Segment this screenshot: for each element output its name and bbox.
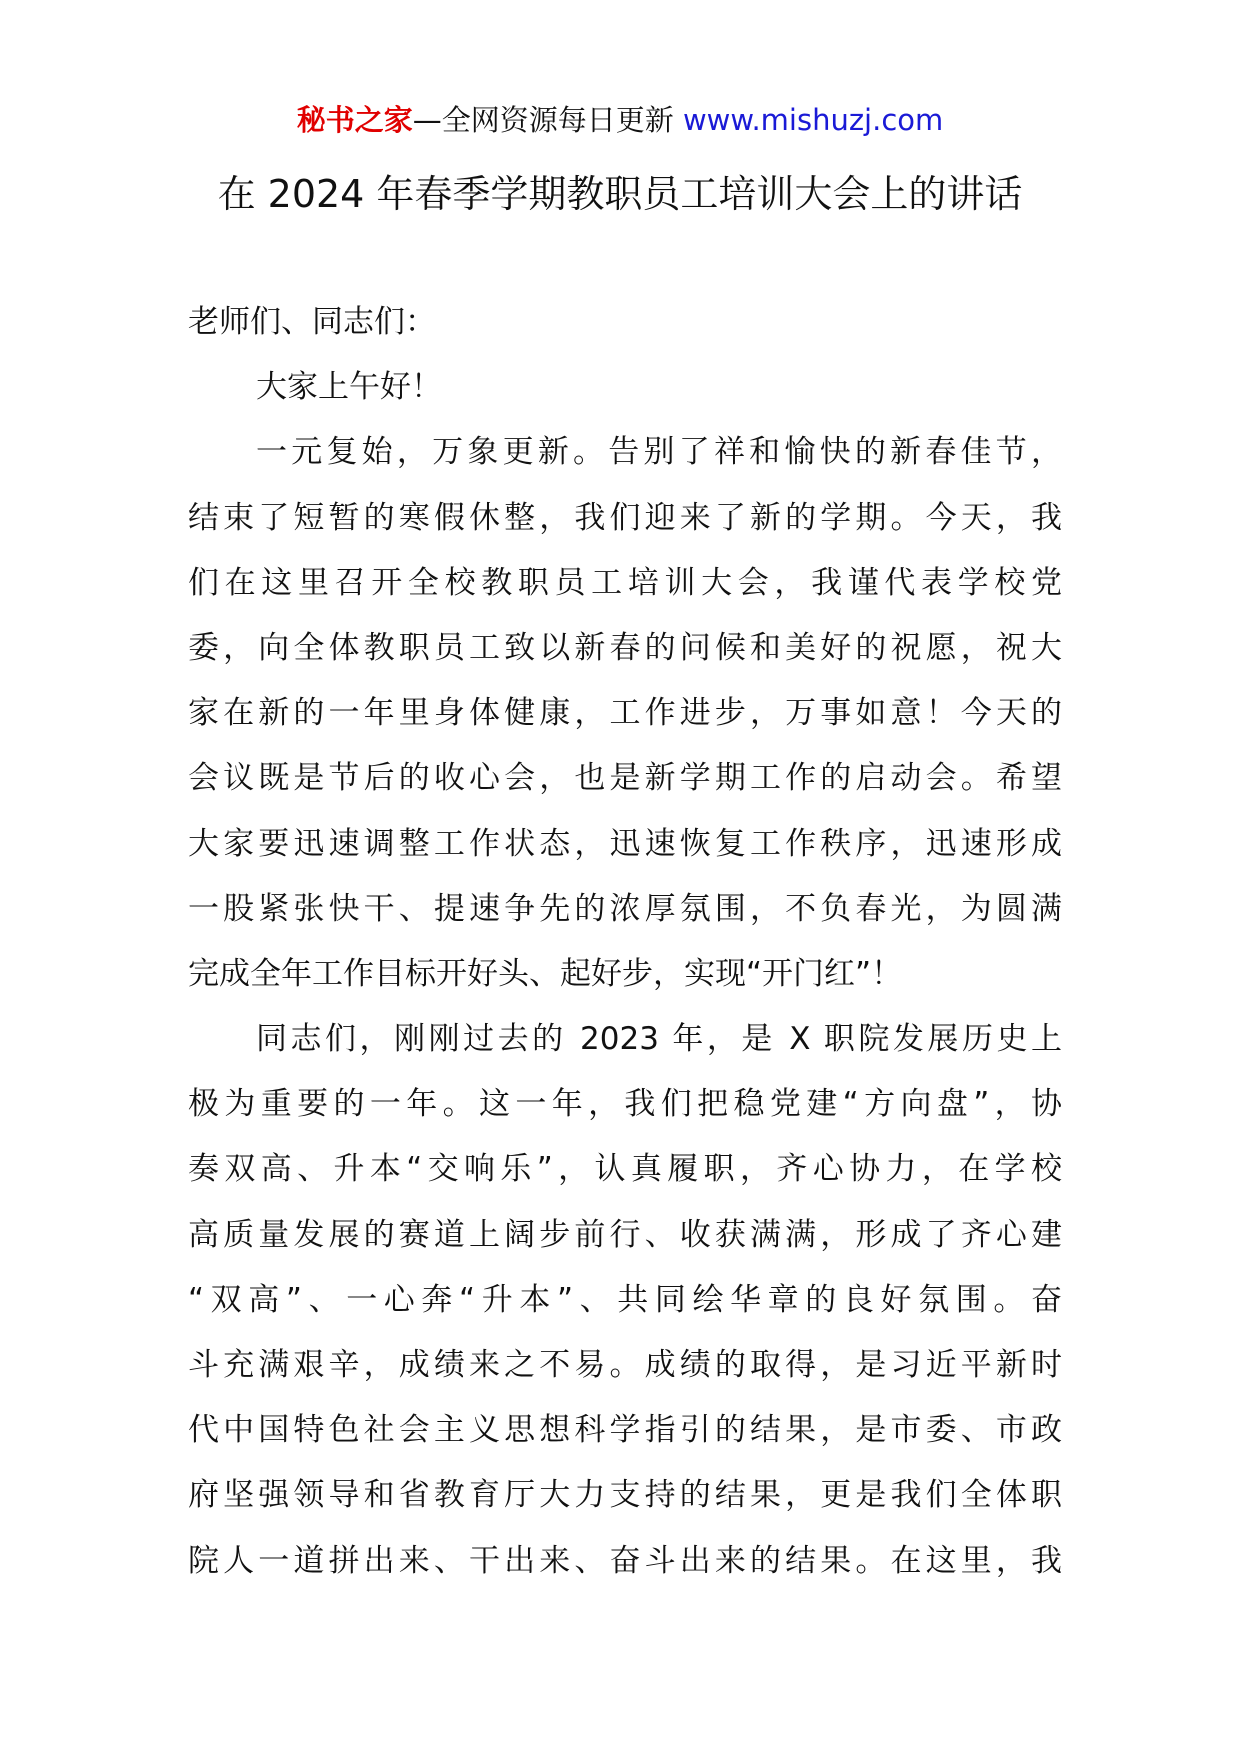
paragraph-line: 结束了短暂的寒假休整，我们迎来了新的学期。今天，我 <box>188 499 1062 536</box>
paragraph-line: 同志们，刚刚过去的 2023 年，是 X 职院发展历史上 <box>256 1021 1062 1058</box>
paragraph-line: 斗充满艰辛，成绩来之不易。成绩的取得，是习近平新时 <box>188 1347 1062 1383</box>
paragraph-line: 极为重要的一年。这一年，我们把稳党建“方向盘”，协 <box>188 1086 1062 1123</box>
salutation-line: 大家上午好！ <box>256 369 442 406</box>
document-title: 在 2024 年春季学期教职员工培训大会上的讲话 <box>217 172 1023 216</box>
banner-tagline: —全网资源每日更新 <box>412 103 674 137</box>
paragraph-line: 完成全年工作目标开好头、起好步，实现“开门红”！ <box>188 955 903 992</box>
paragraph-line: 一元复始，万象更新。告别了祥和愉快的新春佳节， <box>256 434 1062 471</box>
paragraph-line: 府坚强领导和省教育厅大力支持的结果，更是我们全体职 <box>188 1477 1062 1514</box>
paragraph-line: 家在新的一年里身体健康，工作进步，万事如意！今天的 <box>188 695 1062 732</box>
paragraph-line: 奏双高、升本“交响乐”，认真履职，齐心协力，在学校 <box>188 1151 1062 1188</box>
paragraph-line: 一股紧张快干、提速争先的浓厚氛围，不负春光，为圆满 <box>188 890 1062 927</box>
greeting-line: 老师们、同志们： <box>188 304 436 340</box>
site-banner <box>0 100 1240 140</box>
paragraph-line: 委，向全体教职员工致以新春的问候和美好的祝愿，祝大 <box>188 629 1062 666</box>
paragraph-line: 高质量发展的赛道上阔步前行、收获满满，形成了齐心建 <box>188 1216 1062 1253</box>
paragraph-line: 大家要迅速调整工作状态，迅速恢复工作秩序，迅速形成 <box>188 825 1062 862</box>
paragraph-line: 院人一道拼出来、干出来、奋斗出来的结果。在这里，我 <box>188 1542 1062 1579</box>
paragraph-line: 代中国特色社会主义思想科学指引的结果，是市委、市政 <box>188 1412 1062 1449</box>
paragraph-line: “双高”、一心奔“升本”、共同绘华章的良好氛围。奋 <box>188 1281 1062 1318</box>
site-url-link[interactable]: www.mishuzj.com <box>682 103 944 137</box>
document-body <box>188 290 1062 1594</box>
brand-name: 秘书之家 <box>296 103 413 137</box>
paragraph-line: 们在这里召开全校教职员工培训大会，我谨代表学校党 <box>188 564 1062 601</box>
paragraph-line: 会议既是节后的收心会，也是新学期工作的启动会。希望 <box>188 760 1062 797</box>
